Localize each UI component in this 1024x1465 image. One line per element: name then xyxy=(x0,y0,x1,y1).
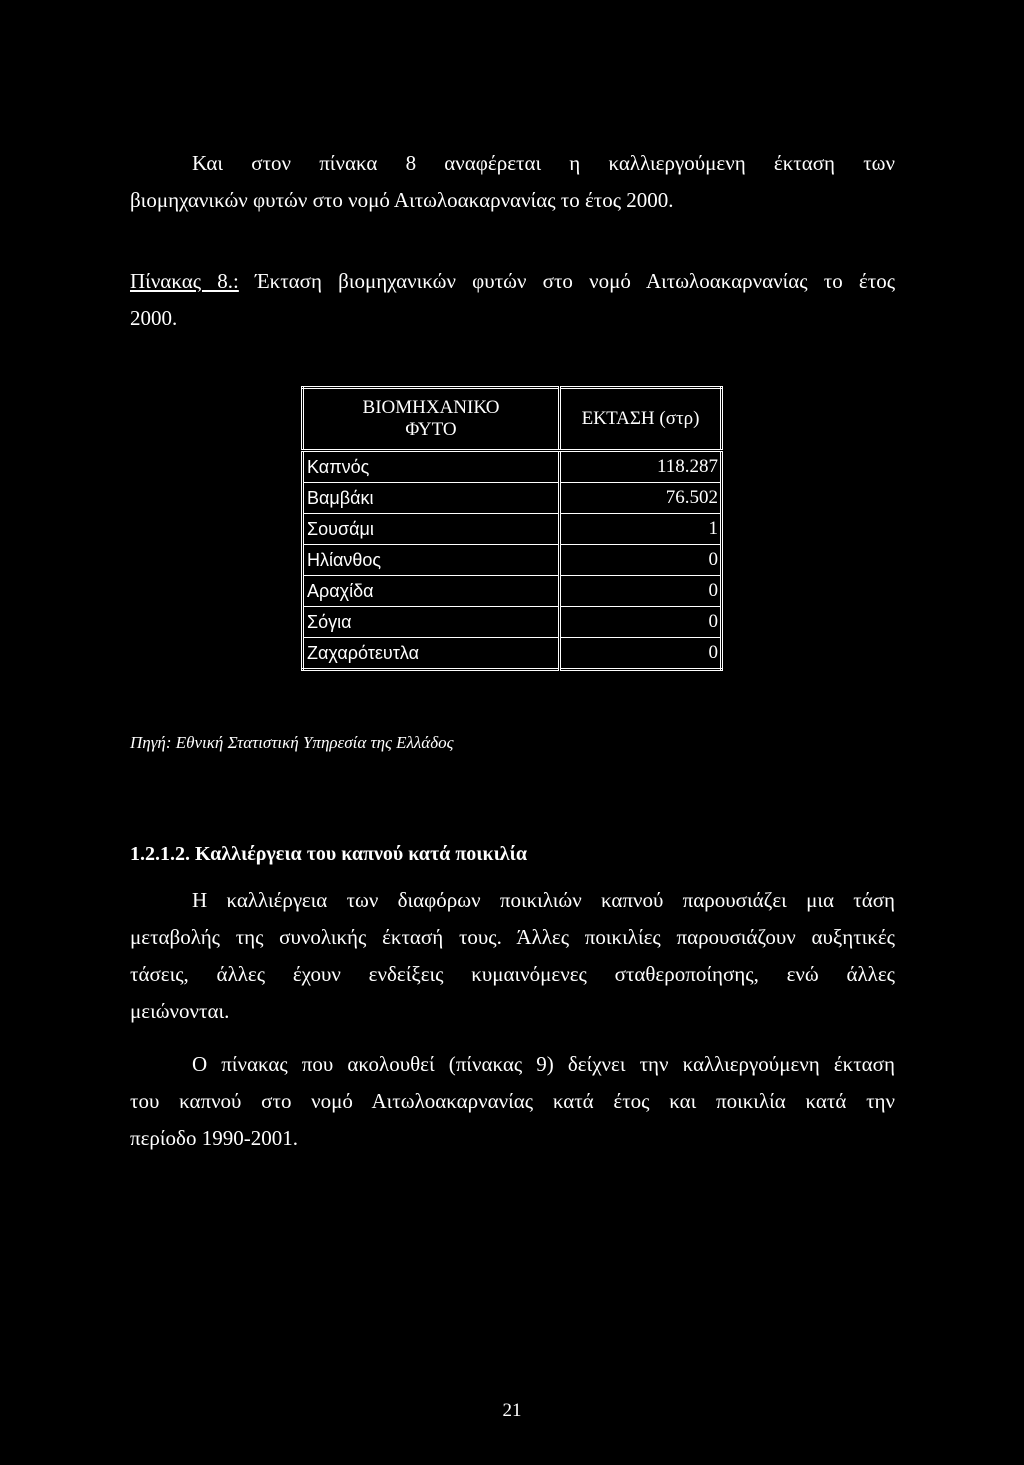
table-row xyxy=(303,451,722,483)
para1-line-2: μεταβολής της συνολικής έκτασή τους. Άλλες ποικιλίες παρουσιάζουν αυξητικές xyxy=(130,925,895,949)
header-plant-line-1: ΒΙΟΜΗΧΑΝΙΚΟ xyxy=(362,397,500,418)
table-row xyxy=(303,607,722,638)
plant-name: Καπνός xyxy=(303,451,560,483)
paragraph-1 xyxy=(130,882,895,1030)
caption-line-1 xyxy=(130,263,895,300)
table-row xyxy=(303,576,722,607)
table-row xyxy=(303,545,722,576)
plant-area: 0 xyxy=(560,607,722,638)
plant-name: Ζαχαρότευτλα xyxy=(303,638,560,670)
para2-line-2: του καπνού στο νομό Αιτωλοακαρνανίας κατά έτος και ποικιλία κατά την xyxy=(130,1089,895,1113)
plant-area: 0 xyxy=(560,638,722,670)
plant-area: 76.502 xyxy=(560,483,722,514)
plant-name: Ηλίανθος xyxy=(303,545,560,576)
table-row xyxy=(303,514,722,545)
header-area: ΕΚΤΑΣΗ (στρ) xyxy=(560,388,722,451)
intro-paragraph xyxy=(130,145,895,219)
plant-area: 0 xyxy=(560,576,722,607)
plant-name: Αραχίδα xyxy=(303,576,560,607)
industrial-plants-table xyxy=(301,386,723,671)
intro-line-1: Και στον πίνακα 8 αναφέρεται η καλλιεργούμενη έκταση των xyxy=(192,151,895,175)
plant-area: 0 xyxy=(560,545,722,576)
section-heading: 1.2.1.2. Καλλιέργεια του καπνού κατά ποικιλία xyxy=(130,843,527,865)
header-plant-line-2: ΦΥΤΟ xyxy=(405,419,457,440)
caption-label: Πίνακας 8.: xyxy=(130,269,239,293)
plant-area: 118.287 xyxy=(560,451,722,483)
table-header-row xyxy=(303,388,722,451)
plant-name: Σόγια xyxy=(303,607,560,638)
intro-line-2: βιομηχανικών φυτών στο νομό Αιτωλοακαρνανίας το έτος 2000. xyxy=(130,188,674,212)
para1-line-3: τάσεις, άλλες έχουν ενδείξεις κυμαινόμενες σταθεροποίησης, ενώ άλλες xyxy=(130,962,895,986)
table-row xyxy=(303,638,722,670)
paragraph-2 xyxy=(130,1046,895,1157)
table-source: Πηγή: Εθνική Στατιστική Υπηρεσία της Ελλάδος xyxy=(130,733,454,752)
para1-line-1: Η καλλιέργεια των διαφόρων ποικιλιών καπνού παρουσιάζει μια τάση xyxy=(192,888,895,912)
para2-line-3: περίοδο 1990-2001. xyxy=(130,1126,298,1150)
table-caption xyxy=(130,263,895,337)
para1-line-4: μειώνονται. xyxy=(130,999,230,1023)
header-plant xyxy=(303,388,560,451)
plant-name: Βαμβάκι xyxy=(303,483,560,514)
plant-name: Σουσάμι xyxy=(303,514,560,545)
table-row xyxy=(303,483,722,514)
para2-line-1: Ο πίνακας που ακολουθεί (πίνακας 9) δείχνει την καλλιεργούμενη έκταση xyxy=(192,1052,895,1076)
caption-text: Έκταση βιομηχανικών φυτών στο νομό Αιτωλοακαρνανίας το έτος xyxy=(255,269,896,293)
plant-area: 1 xyxy=(560,514,722,545)
page-number: 21 xyxy=(502,1400,522,1421)
caption-line-2: 2000. xyxy=(130,306,178,330)
